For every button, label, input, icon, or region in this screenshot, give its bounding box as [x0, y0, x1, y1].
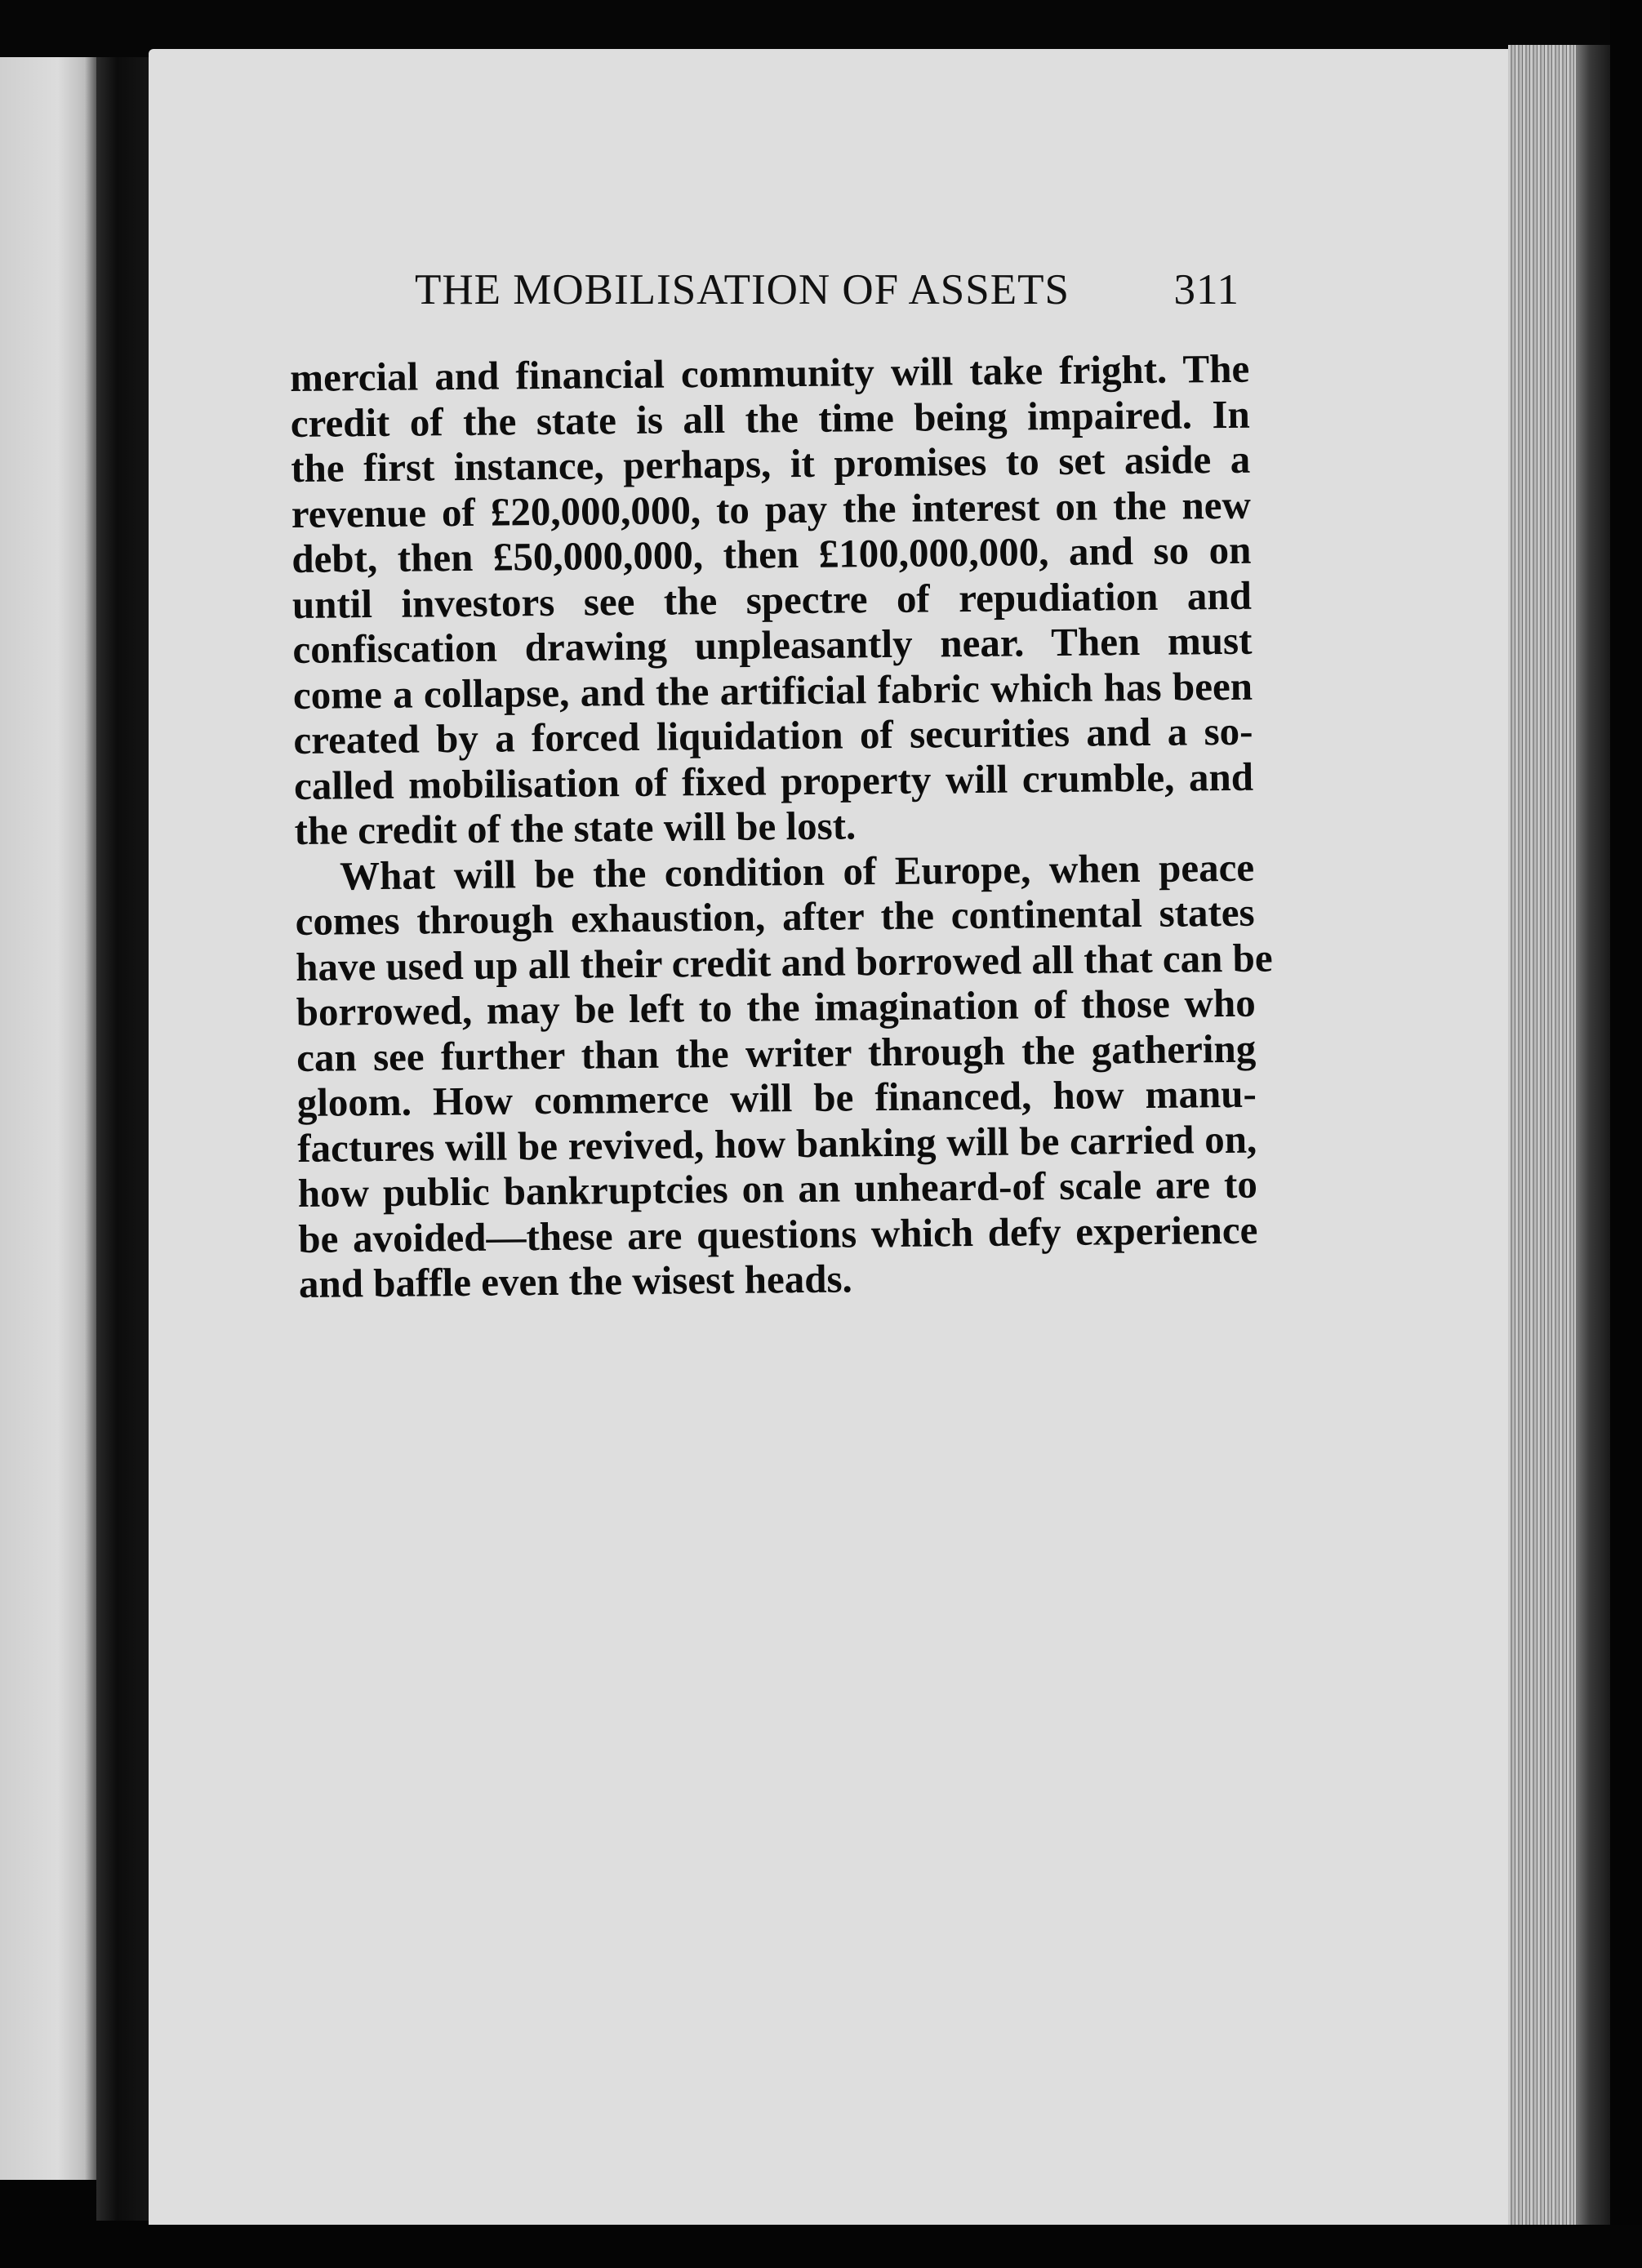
running-head-title: THE MOBILISATION OF ASSETS [415, 266, 1070, 314]
text-line: how public bankruptcies on an unheard-of scale are to [297, 1161, 1258, 1216]
text-line: until investors see the spectre of repudiation and [291, 572, 1253, 627]
scan-right-border [1610, 0, 1642, 2268]
paragraph-2 [295, 844, 1273, 1306]
running-head [415, 265, 1239, 322]
text-line: the first instance, perhaps, it promises to set aside a [291, 436, 1251, 491]
body-text [290, 345, 1273, 1307]
text-line: have used up all their credit and borrowed all that can be [295, 934, 1273, 989]
text-line: and baffle even the wisest heads. [298, 1256, 852, 1306]
text-line: revenue of £20,000,000, to pay the interest on the new [291, 482, 1252, 536]
facing-page-edge [0, 57, 96, 2180]
text-line: credit of the state is all the time being impaired. In [290, 391, 1251, 446]
text-line: come a collapse, and the artificial fabric which has been [292, 663, 1253, 718]
text-line: What will be the condition of Europe, when peace [339, 844, 1255, 898]
text-line: mercial and financial community will take fright. The [290, 345, 1250, 400]
text-line: be avoided—these are questions which defy experience [298, 1207, 1258, 1261]
page-block-shadow [1576, 45, 1610, 2229]
text-line: gloom. How commerce will be financed, how manu- [296, 1070, 1257, 1125]
text-line: confiscation drawing unpleasantly near. Then must [292, 617, 1253, 672]
scan-bottom-border [0, 2225, 1642, 2268]
text-line: debt, then £50,000,000, then £100,000,000, and so on [291, 527, 1252, 581]
text-line: comes through exhaustion, after the continental states [295, 889, 1255, 944]
text-line: can see further than the writer through the gathering [296, 1025, 1257, 1080]
text-line: factures will be revived, how banking will be carried on, [297, 1116, 1257, 1171]
text-line: borrowed, may be left to the imagination of those who [296, 980, 1256, 1034]
text-line: called mobilisation of fixed property will crumble, and [293, 754, 1254, 808]
text-line: created by a forced liquidation of securities and a so- [293, 708, 1253, 763]
paragraph-1 [290, 346, 1254, 854]
book-gutter [96, 57, 149, 2221]
text-line: the credit of the state will be lost. [294, 803, 857, 853]
page-number: 311 [1173, 266, 1239, 314]
